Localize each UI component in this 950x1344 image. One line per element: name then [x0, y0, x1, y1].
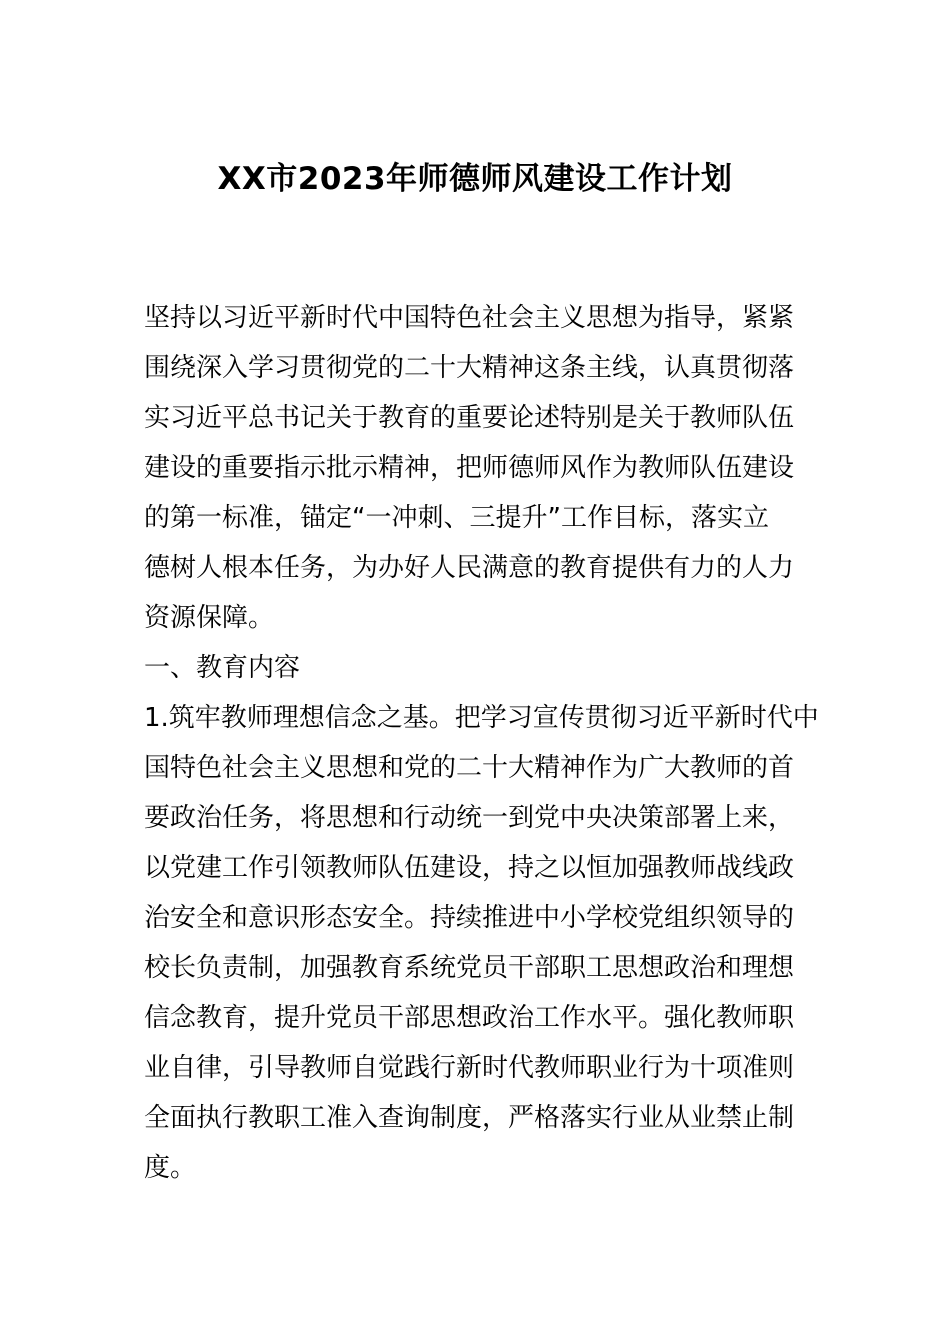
paragraph-line: 围绕深入学习贯彻党的二十大精神这条主线，认真贯彻落	[144, 353, 795, 383]
paragraph-line: 要政治任务，将思想和行动统一到党中央决策部署上来，	[144, 803, 795, 833]
paragraph-line: 的第一标准，锚定“一冲刺、三提升”工作目标，落实立	[144, 503, 769, 533]
paragraph-line: 建设的重要指示批示精神，把师德师风作为教师队伍建设	[144, 453, 795, 483]
intro-paragraph	[144, 293, 814, 643]
paragraph-line: 实习近平总书记关于教育的重要论述特别是关于教师队伍	[144, 403, 795, 433]
paragraph-line: 业自律，引导教师自觉践行新时代教师职业行为十项准则	[144, 1053, 795, 1083]
item-paragraph	[144, 693, 819, 1193]
section-heading-text: 一、教育内容	[144, 653, 301, 683]
paragraph-line: 1.筑牢教师理想信念之基。把学习宣传贯彻习近平新时代中	[144, 703, 819, 733]
document-title: XX市2023年师德师风建设工作计划	[217, 161, 733, 197]
paragraph-line: 国特色社会主义思想和党的二十大精神作为广大教师的首	[144, 753, 795, 783]
paragraph-line: 全面执行教职工准入查询制度，严格落实行业从业禁止制	[144, 1103, 795, 1133]
paragraph-line: 信念教育，提升党员干部思想政治工作水平。强化教师职	[144, 1003, 795, 1033]
paragraph-line: 以党建工作引领教师队伍建设，持之以恒加强教师战线政	[144, 853, 795, 883]
paragraph-line: 度。	[144, 1153, 197, 1183]
paragraph-line: 坚持以习近平新时代中国特色社会主义思想为指导，紧紧	[144, 303, 795, 333]
paragraph-line: 校长负责制，加强教育系统党员干部职工思想政治和理想	[144, 953, 795, 983]
paragraph-line: 资源保障。	[144, 603, 275, 633]
paragraph-line: 治安全和意识形态安全。持续推进中小学校党组织领导的	[144, 903, 795, 933]
section-heading	[144, 643, 814, 693]
paragraph-line: 德树人根本任务，为办好人民满意的教育提供有力的人力	[144, 553, 795, 583]
